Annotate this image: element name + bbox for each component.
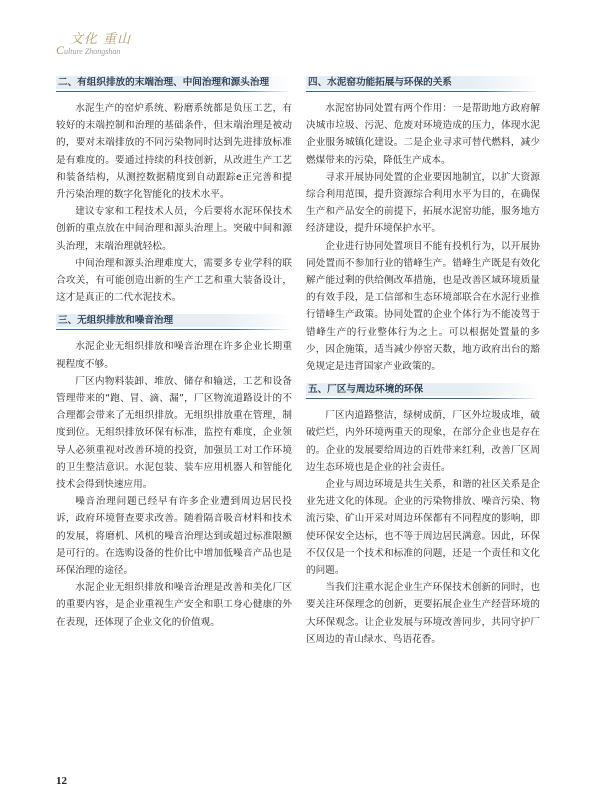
logo-chinese-text: 文化 重山	[70, 32, 132, 47]
section-heading-4-text: 四、水泥窑功能拓展与环保的关系	[308, 77, 452, 88]
section-heading-3	[56, 312, 292, 330]
paragraph: 水泥企业无组织排放和噪音治理是改善和美化厂区的重要内容，是企业重视生产安全和职工身心健康的外在表现，还体现了企业文化的价值观。	[56, 582, 292, 628]
paragraph: 噪音治理问题已经早有许多企业遭到周边居民投诉，政府环境督查要求改善。随着隔音吸音材料和技术的发展，将磨机、风机的噪音治理达到或超过标准限额是可行的。在选购设备的性价比中增加低噪音产品也是环保治理的途径。	[56, 496, 292, 577]
paragraph: 水泥窑协同处置有两个作用：一是帮助地方政府解决城市垃圾、污泥、危废对环境造成的压力，体现水泥企业服务城镇化建设。二是企业寻求可替代燃料，减少燃煤带来的污染，降低生产成本。	[306, 103, 540, 166]
paragraph: 水泥企业无组织排放和噪音治理在许多企业长期重视程度不够。	[56, 341, 292, 370]
logo-english-initial: C	[56, 43, 65, 57]
logo-english-text	[56, 43, 120, 58]
section-heading-5	[306, 381, 540, 399]
paragraph: 寻求开展协同处置的企业要因地制宜，以扩大资源综合利用范围，提升资源综合利用水平为目的，在确保生产和产品安全的前提下，拓展水泥窑功能，服务地方经济建设，提升环境保护水平。	[306, 171, 540, 235]
paragraph: 中间治理和源头治理难度大，需要多专业学科的联合攻关，有可能创造出新的生产工艺和重大装备设计，这才是真正的二代水泥技术。	[56, 257, 292, 304]
right-column	[306, 74, 540, 648]
masthead-logo	[56, 28, 176, 58]
section-heading-5-text: 五、厂区与周边环境的环保	[308, 384, 424, 396]
paragraph: 建议专家和工程技术人员，今后要将水泥环保技术创新的重点放在中间治理和源头治理上。突破中间和源头治理，末端治理就轻松。	[56, 206, 292, 252]
paragraph: 企业与周边环境是共生关系，和谐的社区关系是企业先进文化的体现。企业的污染物排放、噪音污染、物流污染、矿山开采对周边环保都有不同程度的影响，即使环保安全达标，也不等于周边居民满意。因此，环保不仅仅是一个技术和标准的问题，还是一个责任和文化的问题。	[306, 479, 540, 577]
logo-english-rest: ulture Zhongshan	[64, 47, 121, 56]
left-column	[56, 74, 292, 631]
section-heading-4	[306, 74, 540, 92]
section-heading-3-text: 三、无组织排放和噪音治理	[58, 315, 174, 327]
paragraph: 水泥生产的窑炉系统、粉磨系统都是负压工艺，有较好的末端控制和治理的基础条件，但末端治理是被动的，要对末端排放的不同污染物同时达到先进排放标准是有难度的。要通过持续的科技创新，从改进生产工艺和装备结构，从测控数据精度到自动跟踪e正完善和提升污染治理的数字化智能化的技术水平。	[56, 103, 292, 201]
page-number: 12	[56, 775, 67, 787]
paragraph: 厂区内道路整洁，绿树成荫，厂区外垃圾成堆，破破烂烂，内外环境两重天的现象，在部分企业也是存在的。企业的发展要给周边的百姓带来红利，改善厂区周边生态环境也是企业的社会责任。	[306, 410, 540, 473]
paragraph: 当我们注重水泥企业生产环保技术创新的同时，也要关注环保理念的创新，更要拓展企业生产经营环境的大环保观念。让企业发展与环境改善同步，共同守护厂区周边的青山绿水、鸟语花香。	[306, 582, 540, 645]
section-heading-2-text: 二、有组织排放的末端治理、中间治理和源头治理	[58, 77, 270, 88]
paragraph: 企业进行协同处置项目不能有投机行为，以开展协同处置而不参加行业的错峰生产。错峰生产既是有效化解产能过剩的供给侧改革措施，也是改善区域环境质量的有效手段，是工信部和生态环境部联合在水泥行业推行错峰生产政策。协同处置的企业个体行为不能凌驾于错峰生产的行业整体行为之上。可以根据处置量的多少，因企施策，适当减少停窑天数，地方政府出台的豁免规定是违背国家产业政策的。	[306, 240, 540, 373]
section-heading-2	[56, 74, 292, 92]
paragraph: 厂区内物料装卸、堆放、储存和输送，工艺和设备管理带来的“跑、冒、滴、漏”，厂区物流道路设计的不合理都会带来了无组织排放。无组织排放重在管理，制度到位。无组织排放环保有标准，监控有难度，企业领导人必须重视对改善环境的投资，加强员工对工作环境的卫生整洁意识。水泥包装、装车应用机器人和智能化技术会得到快速应用。	[56, 375, 292, 491]
